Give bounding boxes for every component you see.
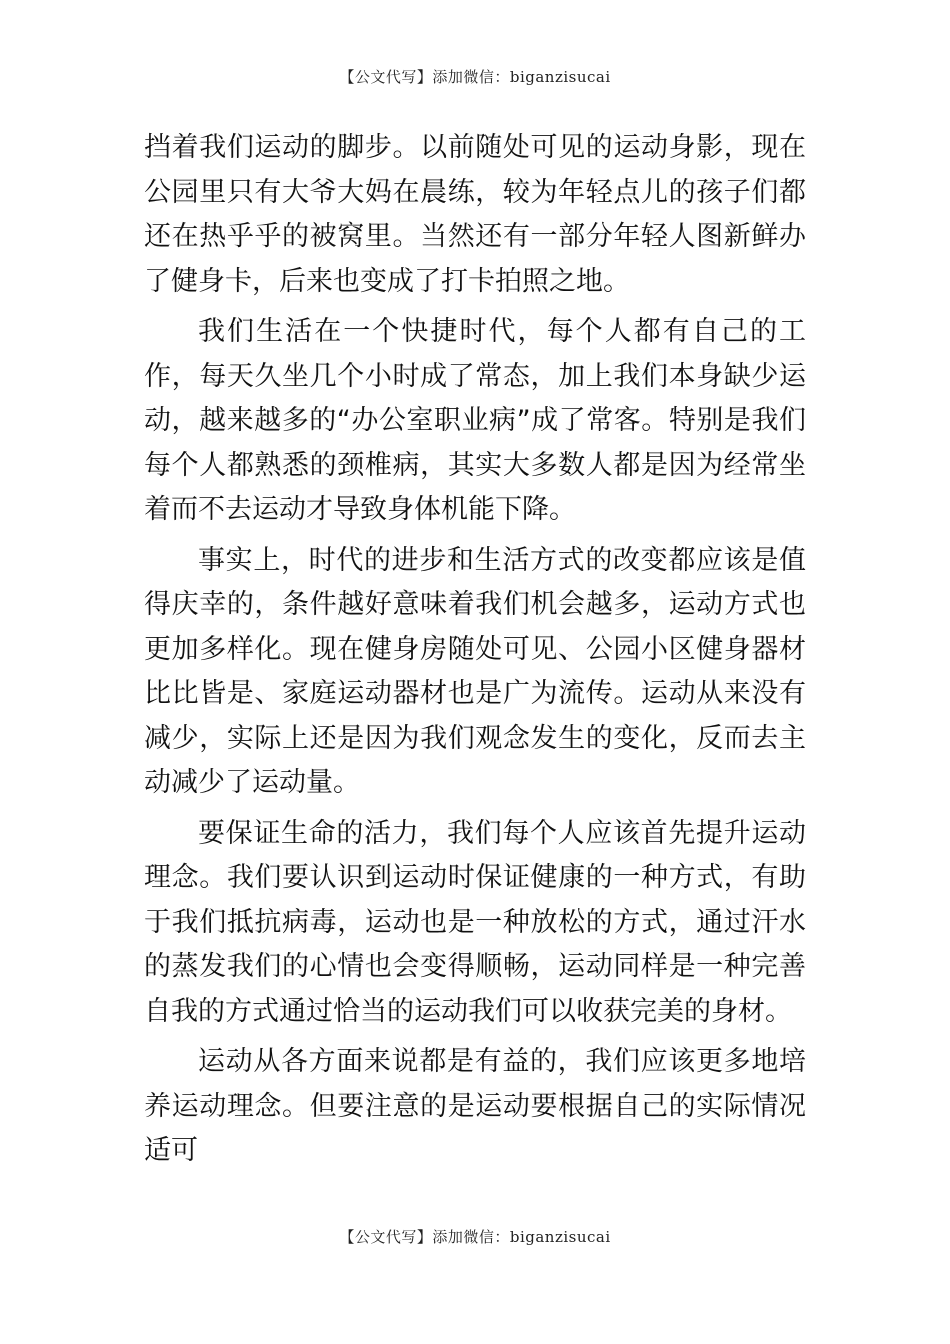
paragraph-1: 挡着我们运动的脚步。以前随处可见的运动身影，现在公园里只有大爷大妈在晨练，较为年轻点儿的孩子们都还在热乎乎的被窝里。当然还有一部分年轻人图新鲜办了健身卡，后来也变成了打卡拍照之地。 (144, 132, 806, 297)
page-footer-note: 【公文代写】添加微信：biganzisucai (339, 1228, 611, 1246)
paragraph-2: 我们生活在一个快捷时代，每个人都有自己的工作，每天久坐几个小时成了常态，加上我们本身缺少运动，越来越多的“办公室职业病”成了常客。特别是我们每个人都熟悉的颈椎病，其实大多数人都是因为经常坐着而不去运动才导致身体机能下降。 (144, 316, 806, 525)
paragraph-3: 事实上，时代的进步和生活方式的改变都应该是值得庆幸的，条件越好意味着我们机会越多，运动方式也更加多样化。现在健身房随处可见、公园小区健身器材比比皆是、家庭运动器材也是广为流传。运动从来没有减少，实际上还是因为我们观念发生的变化，反而去主动减少了运动量。 (144, 544, 806, 798)
page-header-note: 【公文代写】添加微信：biganzisucai (339, 68, 611, 86)
paragraph-5: 运动从各方面来说都是有益的，我们应该更多地培养运动理念。但要注意的是运动要根据自己的实际情况适可 (144, 1046, 806, 1166)
paragraph-4: 要保证生命的活力，我们每个人应该首先提升运动理念。我们要认识到运动时保证健康的一种方式，有助于我们抵抗病毒，运动也是一种放松的方式，通过汗水的蒸发我们的心情也会变得顺畅，运动同样是一种完善自我的方式通过恰当的运动我们可以收获完美的身材。 (144, 817, 806, 1027)
article-body (144, 126, 806, 1180)
